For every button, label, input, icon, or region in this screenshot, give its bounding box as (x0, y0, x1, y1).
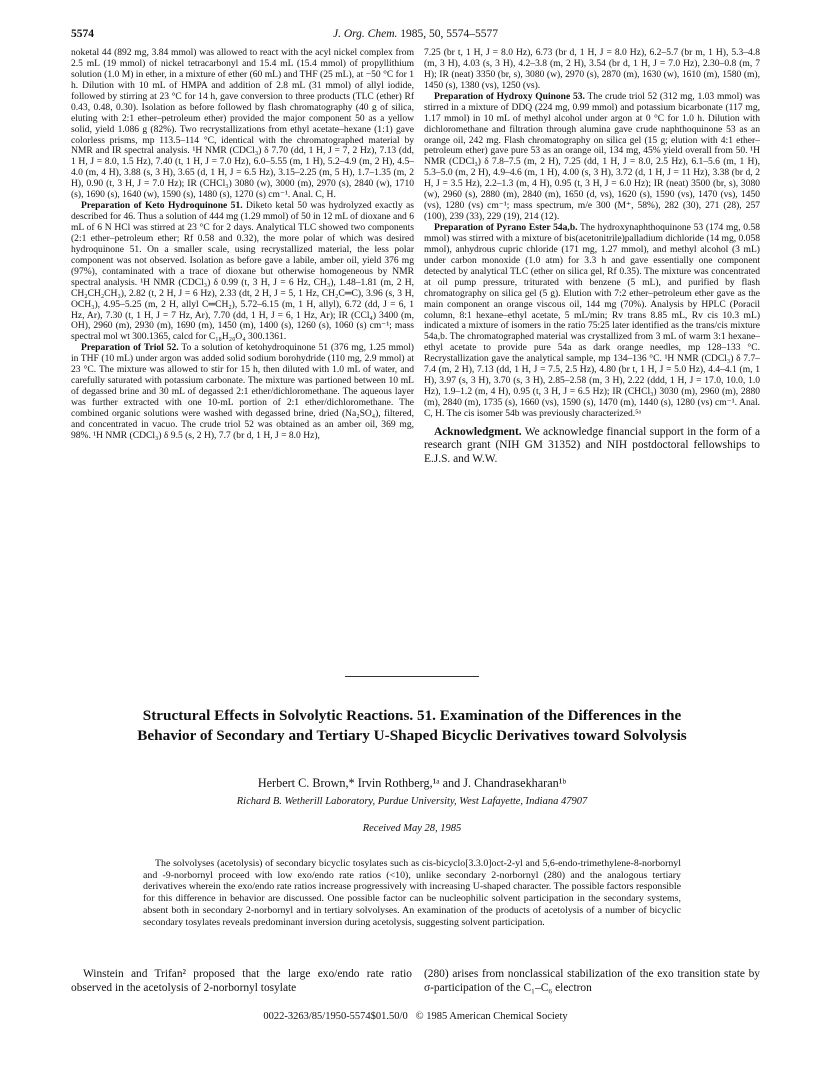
page-footer (71, 1011, 760, 1022)
body-left-column (71, 967, 412, 995)
journal-citation (71, 28, 760, 40)
body-left-text: Winstein and Trifan² proposed that the large exo/endo rate ratio observed in the acetolysis of 2-norbornyl tosylate (71, 968, 412, 994)
left-paragraph-3-heading: Preparation of Triol 52. (81, 342, 179, 354)
article-authors: Herbert C. Brown,* Irvin Rothberg,¹ᵃ and J. Chandrasekharan¹ᵇ (257, 776, 567, 790)
copyright: © 1985 American Chemical Society (415, 1011, 568, 1022)
right-paragraph-2 (424, 92, 760, 223)
body-right-column (424, 967, 760, 995)
acknowledgment-heading: Acknowledgment. (434, 425, 522, 438)
left-paragraph-2 (71, 201, 414, 343)
page-number: 5574 (71, 28, 94, 40)
article-separator (345, 676, 479, 677)
left-paragraph-2-text: Diketo ketal 50 was hydrolyzed exactly as described for 46. Thus a solution of 444 mg (1.29 mmol) of 50 in 12 mL of dioxane and 6 mL of 6 N HCl was stirred at 23 °C for 2 days. Analytical TLC showed two components (2:1 ether–petroleum ether; Rf 0.58 and 0.32), the more polar of which was desired hydroquinone 51. On a smaller scale, using recrystallized material, the less polar component was not observed. Isolation as before gave a labile, amber oil, yield 376 mg (97%), contaminated with a trace of dioxane but otherwise homogeneous by NMR spectral analysis. ¹H NMR (CDCl₃) δ 0.99 (t, 3 H, J = 6 Hz, CH₃), 1.48–1.81 (m, 2 H, CH₂CH₂CH₃), 2.82 (t, 2 H, J = 6 Hz), 2.33 (dt, 2 H, J = 5, 1 Hz, CH₂C═C), 3.96 (s, 3 H, OCH₃), 4.95–5.25 (m, 2 H, allyl C═CH₂), 5.72–6.15 (m, 1 H, allyl), 6.72 (dd, J = 6, 1 Hz, Ar), 7.30 (t, 1 H, J = 7 Hz, Ar), 7.70 (dd, 1 H, J = 6, 1 Hz, Ar); IR (CCl₄) 3400 (m, OH), 2960 (m), 2930 (m), 1690 (m), 1450 (m), 1400 (s), 1260 (s), 1060 (s) cm⁻¹; mass spectral mol wt 300.1365, calcd for C₁₈H₂₀O₄ 300.1361. (71, 200, 414, 343)
right-column (424, 48, 760, 467)
journal-volume-pages: 1985, 50, 5574–5577 (400, 28, 499, 40)
right-paragraph-2-heading: Preparation of Hydroxy Quinone 53. (434, 90, 585, 102)
acknowledgment-text: We acknowledge financial support in the form of a research grant (NIH GM 31352) and NIH postdoctoral fellowships to E.J.S. and W.W. (424, 425, 760, 466)
left-paragraph-3-text: To a solution of ketohydroquinone 51 (376 mg, 1.25 mmol) in THF (10 mL) under argon was added solid sodium borohydride (110 mg, 2.9 mmol) at 23 °C. The mixture was allowed to stir for 15 h, then diluted with 1.0 mL of water, and carefully saturated with potassium carbonate. The mixture was partioned between 10 mL of degassed brine and 30 mL of degassed 2:1 ether/dichloromethane. The aqueous layer was further extracted with one 10-mL portion of 2:1 ether/dichloromethane. The combined organic solutions were washed with degassed brine, dried (Na₂SO₄), filtered, and concentrated in vacuo. The crude triol 52 was obtained as an amber oil, 369 mg, 98%. ¹H NMR (CDCl₃) δ 9.5 (s, 2 H), 7.7 (br d, 1 H, J = 8.0 Hz), (71, 342, 414, 441)
article-affiliation: Richard B. Wetherill Laboratory, Purdue University, West Lafayette, Indiana 47907 (236, 796, 588, 807)
running-header (71, 28, 760, 44)
left-paragraph-1: noketal 44 (892 mg, 3.84 mmol) was allowed to react with the acyl nickel complex from 2.5 mL (19 mmol) of nickel tetracarbonyl and 15.4 mL (15.4 mmol) of propyllithium solution (1.0 M) in ether, in a mixture of ether (60 mL) and THF (25 mL), at −50 °C for 1 h. Dilution with 10 mL of HMPA and addition of 2.8 mL (31 mmol) of allyl iodide, followed by stirring at 23 °C for 14 h, gave conversion to three products (TLC (ether) Rf 0.43, 0.48, 0.30). Isolation as before followed by flash chromatography (40 g of silica, eluting with 2:1 ether–petroleum ether) provided the major component 50 as a yellow solid, yield 1.086 g (82%). Two recrystallizations from ethyl acetate–hexane (1:1) gave colorless prisms, mp 113.5–114 °C, identical with the chromatographed material by NMR and IR spectral analysis. ¹H NMR (CDCl₃) δ 7.70 (dd, 1 H, J = 7, 2 Hz), 7.13 (dd, 1 H, J = 8.0, 1.5 Hz), 7.40 (t, 1 H, J = 7.0 Hz), 6.0–5.55 (m, 1 H), 5.2–4.9 (m, 2 H), 4.5–4.0 (m, 4 H), 3.88 (s, 3 H), 3.65 (d, 1 H, J = 6.5 Hz), 3.15–2.25 (m, 5 H), 1.7–1.35 (m, 2 H), 0.90 (t, 3 H, J = 7.0 Hz); IR (CHCl₃) 3080 (w), 3000 (m), 2970 (s), 2840 (w), 1710 (s), 1690 (s), 1640 (w), 1590 (s), 1480 (s), 1270 (s) cm⁻¹. Anal. C, H. (71, 47, 414, 201)
right-paragraph-3 (424, 223, 760, 420)
body-right-text: (280) arises from nonclassical stabilization of the exo transition state by σ-participation of the C₁–C₆ electron (424, 968, 760, 994)
left-paragraph-2-heading: Preparation of Keto Hydroquinone 51. (81, 200, 243, 212)
received-date: Received May 28, 1985 (362, 823, 462, 834)
right-paragraph-1: 7.25 (br t, 1 H, J = 8.0 Hz), 6.73 (br d, 1 H, J = 8.0 Hz), 6.2–5.7 (br m, 1 H), 5.3–4.8 (m, 3 H), 4.03 (s, 3 H), 4.2–3.8 (m, 2 H), 3.54 (br d, 1 H, J = 7.0 Hz), 2.30–0.8 (m, 7 H); IR (neat) 3350 (br, s), 3080 (w), 2970 (s), 2870 (m), 1630 (w), 1610 (m), 1580 (m), 1450 (s), 1380 (vs), 1250 (vs). (424, 47, 760, 91)
abstract (143, 858, 681, 928)
article-title: Structural Effects in Solvolytic Reactions. 51. Examination of the Differences in the Behavior of Secondary and Tertiary U-Shaped Bicyclic Derivatives toward Solvolysis (137, 707, 687, 744)
acknowledgment (424, 426, 760, 467)
abstract-text: The solvolyses (acetolysis) of secondary bicyclic tosylates such as cis-bicyclo[3.3.0]oct-2-yl and 5,6-endo-trimethylene-8-norbornyl and -9-norbornyl proceed with low exo/endo rate ratios (<10), unlike secondary 2-norbornyl (280) and the analogous tertiary derivatives wherein the exo/endo rate ratios increase progressively with increasing U-shaped character. The possible factors responsible for this difference in behavior are discussed. One possible factor can be nucleophilic solvent participation in the secondary systems, absent both in secondary 2-norbornyl and in tertiary solvolyses. An examination of the products of acetolysis of a number of bicyclic secondary tosylates reveals predominant inversion during acetolysis, suggesting solvent participation. (143, 858, 681, 928)
left-paragraph-3 (71, 343, 414, 441)
right-paragraph-3-heading: Preparation of Pyrano Ester 54a,b. (434, 222, 578, 233)
article-code: 0022-3263/85/1950-5574$01.50/0 (263, 1011, 408, 1022)
left-column (71, 48, 414, 442)
journal-name: J. Org. Chem. (332, 28, 398, 40)
right-paragraph-2-text: The crude triol 52 (312 mg, 1.03 mmol) was stirred in a mixture of DDQ (224 mg, 0.99 mmol) and potassium bicarbonate (117 mg, 1.17 mmol) in 10 mL of methyl alcohol under argon at 0 °C for 1.0 h. Dilution with dichloromethane and filtration through alumina gave crude naphthoquinone 53 as an orange oil, 242 mg. Flash chromatography on silica gel (15 g; elution with 4:1 ether–petroleum ether) gave pure 53 as an orange oil, 134 mg, 45% yield overall from 50. ¹H NMR (CDCl₃) δ 7.8–7.5 (m, 2 H), 7.25 (dd, 1 H, J = 8.0, 2.5 Hz), 6.1–5.6 (m, 1 H), 5.3–5.0 (m, 2 H), 4.9–4.6 (m, 1 H), 4.00 (s, 3 H), 3.72 (d, 1 H, J = 11 Hz), 3.38 (br d, 2 H, J = 3.5 Hz), 2.2–1.3 (m, 4 H), 0.95 (t, 3 H, J = 6.0 Hz); IR (neat) 3500 (br, s), 3080 (w), 2960 (s), 2880 (m), 2840 (m), 1650 (d, vs), 1620 (s), 1590 (vs), 1470 (vs), 1450 (vs), 1280 (vs) cm⁻¹; mass spectrum, m/e 300 (M⁺, 58%), 282 (30), 271 (28), 257 (100), 239 (33), 229 (19), 214 (12). (424, 90, 760, 223)
right-paragraph-3-text: The hydroxynaphthoquinone 53 (174 mg, 0.58 mmol) was stirred with a mixture of bis(acetonitrile)palladium dichloride (14 mg, 0.058 mmol), anhydrous cupric chloride (171 mg, 1.27 mmol), and methyl alcohol (3 mL) under carbon monoxide (1.0 atm) for 3.3 h and gave essentially one component detected by analytical TLC (ether on silica gel, Rf 0.35). The mixture was concentrated at oil pump pressure, triturated with benzene (5 mL), and purified by flash chromatography on silica gel (5 g). Elution with 7:2 ether–petroleum ether gave as the main component an orange viscous oil, 144 mg (70%). Analysis by HPLC (Poracil column, 8:1 hexane–ethyl acetate, 5 mL/min; Rv trans 8.85 mL, Rv cis 10.3 mL) indicated a mixture of isomers in the ratio 75:25 later identified as the trans/cis mixture 54a,b. The chromatographed material was crystallized from 3 mL of warm 3:1 hexane–ethyl acetate to provide pure 54a as dark orange needles, mp 128–133 °C. Recrystallization gave the analytical sample, mp 134–136 °C. ¹H NMR (CDCl₃) δ 7.7–7.4 (m, 2 H), 7.13 (dd, 1 H, J = 7.5, 2.5 Hz), 4.80 (br t, 1 H, J = 5.0 Hz), 4.4–4.1 (m, 1 H), 3.97 (s, 3 H), 3.70 (s, 3 H), 2.85–2.58 (m, 3 H), 2.22 (ddd, 1 H, J = 17.0, 10.0, 1.0 Hz), 1.9–1.2 (m, 4 H), 0.95 (t, 3 H, J = 6.5 Hz); IR (CHCl₃) 3030 (m), 2960 (m), 2880 (m), 2840 (m), 1735 (s), 1660 (vs), 1590 (s), 1470 (m), 1440 (s), 1280 (vs) cm⁻¹. Anal. C, H. The cis isomer 54b was previously characterized.⁵ᵃ (424, 222, 760, 419)
